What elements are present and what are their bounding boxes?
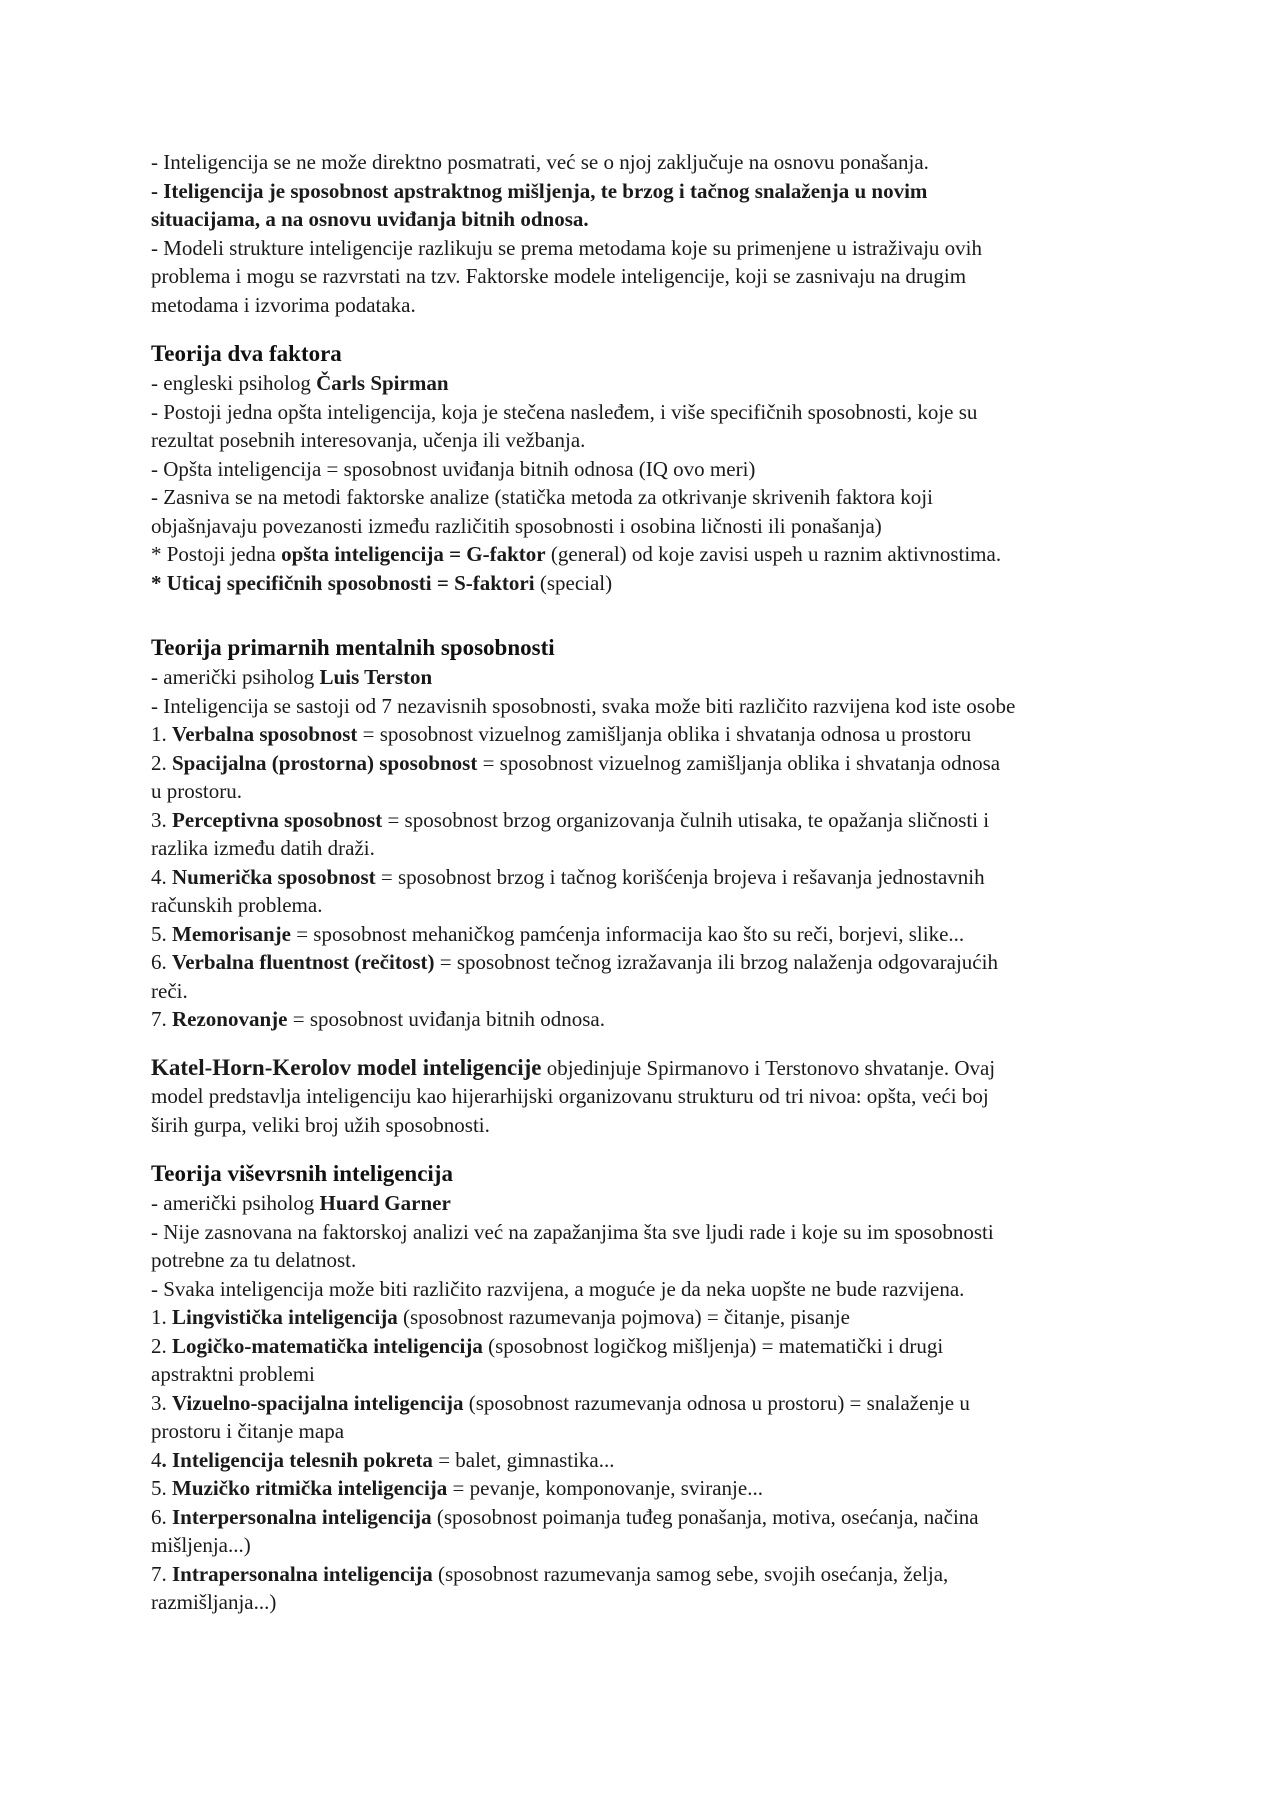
two-factor-line-2: rezultat posebnih interesovanja, učenja ili vežbanja. bbox=[151, 428, 586, 452]
item-term: Perceptivna sposobnost bbox=[172, 807, 383, 832]
multiple-item-3 bbox=[151, 1389, 1141, 1418]
multiple-author-line bbox=[151, 1189, 1141, 1218]
g-factor-line bbox=[151, 540, 1141, 569]
multiple-item-4 bbox=[151, 1446, 1141, 1475]
multiple-item-6 bbox=[151, 1503, 1141, 1532]
item-term: Logičko-matematička inteligencija bbox=[172, 1333, 483, 1358]
primary-item-2 bbox=[151, 749, 1141, 778]
item-text: (sposobnost poimanja tuđeg ponašanja, motiva, osećanja, načina bbox=[431, 1504, 979, 1529]
document-page bbox=[151, 148, 1141, 1617]
author-name: Huard Garner bbox=[319, 1191, 451, 1215]
primary-item-3-cont: razlika između datih draži. bbox=[151, 836, 375, 860]
item-number: 6. bbox=[151, 1504, 172, 1529]
multiple-item-1 bbox=[151, 1303, 1141, 1332]
g-prefix: * Postoji jedna bbox=[151, 542, 282, 566]
multiple-line-2: potrebne za tu delatnost. bbox=[151, 1248, 357, 1272]
intro-line-4: - Modeli strukture inteligencije razlikuju se prema metodama koje su primenjene u istraživaju ovih bbox=[151, 235, 982, 260]
primary-item-4-cont: računskih problema. bbox=[151, 893, 323, 917]
author-prefix: - američki psiholog bbox=[151, 1191, 320, 1215]
two-factor-line-5: objašnjavaju povezanosti između različitih sposobnosti i osobina ličnosti ili ponašanja) bbox=[151, 513, 882, 538]
item-number: 1. bbox=[151, 722, 172, 746]
author-prefix: - američki psiholog bbox=[151, 665, 320, 689]
item-text: (sposobnost razumevanja odnosa u prostoru) = snalaženje u bbox=[463, 1390, 970, 1415]
multiple-item-7-cont: razmišljanja...) bbox=[151, 1590, 277, 1614]
item-term: Muzičko ritmička inteligencija bbox=[172, 1476, 448, 1500]
multiple-item-6-cont: mišljenja...) bbox=[151, 1533, 251, 1557]
item-text: = sposobnost vizuelnog zamišljanja oblika i shvatanja odnosa u prostoru bbox=[357, 722, 972, 746]
item-number: 1. bbox=[151, 1305, 172, 1329]
item-text: = balet, gimnastika... bbox=[432, 1447, 615, 1472]
item-term: Numerička sposobnost bbox=[172, 864, 376, 889]
item-number: 3. bbox=[151, 807, 172, 832]
item-number: 4 bbox=[151, 1447, 162, 1472]
two-factor-author-line bbox=[151, 369, 1141, 398]
g-bold: opšta inteligencija = G-faktor bbox=[281, 542, 546, 566]
intro-line-1: - Inteligencija se ne može direktno posmatrati, već se o njoj zaključuje na osnovu ponašanja. bbox=[151, 150, 929, 174]
item-term: Lingvistička inteligencija bbox=[172, 1305, 398, 1329]
item-number: 3. bbox=[151, 1390, 172, 1415]
intro-line-5: problema i mogu se razvrstati na tzv. Faktorske modele inteligencije, koji se zasnivaju na drugim bbox=[151, 264, 967, 288]
section-heading-two-factor: Teorija dva faktora bbox=[151, 341, 342, 366]
primary-item-3 bbox=[151, 806, 1141, 835]
item-term: . Inteligencija telesnih pokreta bbox=[161, 1447, 433, 1472]
intro-definition-line-1 bbox=[151, 177, 1141, 206]
author-prefix: - engleski psiholog bbox=[151, 371, 317, 395]
multiple-item-7 bbox=[151, 1560, 1141, 1589]
intro-definition-bold-cont: situacijama, a na osnovu uviđanja bitnih odnosa. bbox=[151, 207, 589, 231]
item-number: 7. bbox=[151, 1561, 172, 1586]
author-name: Luis Terston bbox=[319, 665, 433, 689]
intro-definition-line-2 bbox=[151, 205, 1141, 234]
item-number: 5. bbox=[151, 1476, 172, 1500]
primary-item-6 bbox=[151, 948, 1141, 977]
item-text: = pevanje, komponovanje, sviranje... bbox=[447, 1476, 763, 1500]
item-text: = sposobnost vizuelnog zamišljanja oblika i shvatanja odnosa bbox=[477, 750, 1001, 775]
item-number: 2. bbox=[151, 1333, 172, 1358]
item-term: Verbalna sposobnost bbox=[172, 722, 358, 746]
item-term: Intrapersonalna inteligencija bbox=[172, 1561, 433, 1586]
two-factor-line-3: - Opšta inteligencija = sposobnost uviđanja bitnih odnosa (IQ ovo meri) bbox=[151, 456, 756, 481]
multiple-item-3-cont: prostoru i čitanje mapa bbox=[151, 1419, 345, 1443]
item-text: = sposobnost uviđanja bitnih odnosa. bbox=[287, 1007, 605, 1031]
item-term: Vizuelno-spacijalna inteligencija bbox=[172, 1390, 464, 1415]
chc-line-1 bbox=[151, 1054, 1141, 1083]
item-number: 5. bbox=[151, 921, 172, 946]
multiple-item-2-cont: apstraktni problemi bbox=[151, 1362, 315, 1386]
item-number: 7. bbox=[151, 1007, 172, 1031]
item-term: Spacijalna (prostorna) sposobnost bbox=[172, 750, 478, 775]
item-number: 6. bbox=[151, 950, 172, 974]
s-suffix: (special) bbox=[534, 570, 613, 595]
two-factor-line-4: - Zasniva se na metodi faktorske analize (statička metoda za otkrivanje skrivenih faktora koji bbox=[151, 485, 933, 509]
item-text: = sposobnost brzog organizovanja čulnih utisaka, te opažanja sličnosti i bbox=[382, 807, 990, 832]
primary-item-6-cont: reči. bbox=[151, 978, 188, 1003]
two-factor-line-1: - Postoji jedna opšta inteligencija, koja je stečena nasleđem, i više specifičnih sposobnosti, koje su bbox=[151, 399, 978, 424]
item-number: 4. bbox=[151, 864, 172, 889]
item-text: = sposobnost brzog i tačnog korišćenja brojeva i rešavanja jednostavnih bbox=[375, 864, 985, 889]
item-term: Memorisanje bbox=[172, 921, 291, 946]
chc-line-2: model predstavlja inteligenciju kao hijerarhijski organizovanu strukturu od tri nivoa: opšta, veći boj bbox=[151, 1084, 989, 1108]
item-term: Interpersonalna inteligencija bbox=[172, 1504, 432, 1529]
primary-line-1: - Inteligencija se sastoji od 7 nezavisnih sposobnosti, svaka može biti različito razvijena kod iste osobe bbox=[151, 693, 1016, 718]
multiple-line-1: - Nije zasnovana na faktorskoj analizi već na zapažanjima šta sve ljudi rade i koje su im sposobnosti bbox=[151, 1219, 994, 1244]
section-heading-primary: Teorija primarnih mentalnih sposobnosti bbox=[151, 635, 555, 660]
multiple-line-3: - Svaka inteligencija može biti različito razvijena, a moguće je da neka uopšte ne bude razvijena. bbox=[151, 1276, 965, 1301]
intro-definition-bold: - Iteligencija je sposobnost apstraktnog mišljenja, te brzog i tačnog snalaženja u novim bbox=[151, 178, 928, 203]
primary-item-1 bbox=[151, 720, 1141, 749]
item-text: (sposobnost razumevanja samog sebe, svojih osećanja, želja, bbox=[432, 1561, 949, 1586]
item-text: = sposobnost tečnog izražavanja ili brzog nalaženja odgovarajućih bbox=[434, 950, 998, 974]
intro-line-6: metodama i izvorima podataka. bbox=[151, 292, 416, 317]
item-number: 2. bbox=[151, 750, 172, 775]
item-term: Verbalna fluentnost (rečitost) bbox=[172, 950, 435, 974]
author-name: Čarls Spirman bbox=[316, 371, 449, 395]
g-suffix: (general) od koje zavisi uspeh u raznim aktivnostima. bbox=[545, 542, 1002, 566]
chc-line-3: širih gurpa, veliki broj užih sposobnosti. bbox=[151, 1112, 490, 1137]
s-factor-line bbox=[151, 569, 1141, 598]
chc-line-1-suffix: objedinjuje Spirmanovo i Terstonovo shvatanje. Ovaj bbox=[541, 1055, 996, 1080]
chc-model-title: Katel-Horn-Kerolov model inteligencije bbox=[151, 1054, 542, 1080]
section-heading-multiple: Teorija viševrsnih inteligencija bbox=[151, 1161, 453, 1186]
primary-item-5 bbox=[151, 920, 1141, 949]
item-text: (sposobnost razumevanja pojmova) = čitanje, pisanje bbox=[397, 1305, 850, 1329]
item-term: Rezonovanje bbox=[172, 1007, 288, 1031]
multiple-item-5 bbox=[151, 1474, 1141, 1503]
primary-item-2-cont: u prostoru. bbox=[151, 779, 242, 803]
s-bold: * Uticaj specifičnih sposobnosti = S-faktori bbox=[151, 570, 535, 595]
item-text: = sposobnost mehaničkog pamćenja informacija kao što su reči, borjevi, slike... bbox=[290, 921, 965, 946]
item-text: (sposobnost logičkog mišljenja) = matematički i drugi bbox=[482, 1333, 944, 1358]
primary-item-7 bbox=[151, 1005, 1141, 1034]
primary-author-line bbox=[151, 663, 1141, 692]
primary-item-4 bbox=[151, 863, 1141, 892]
multiple-item-2 bbox=[151, 1332, 1141, 1361]
